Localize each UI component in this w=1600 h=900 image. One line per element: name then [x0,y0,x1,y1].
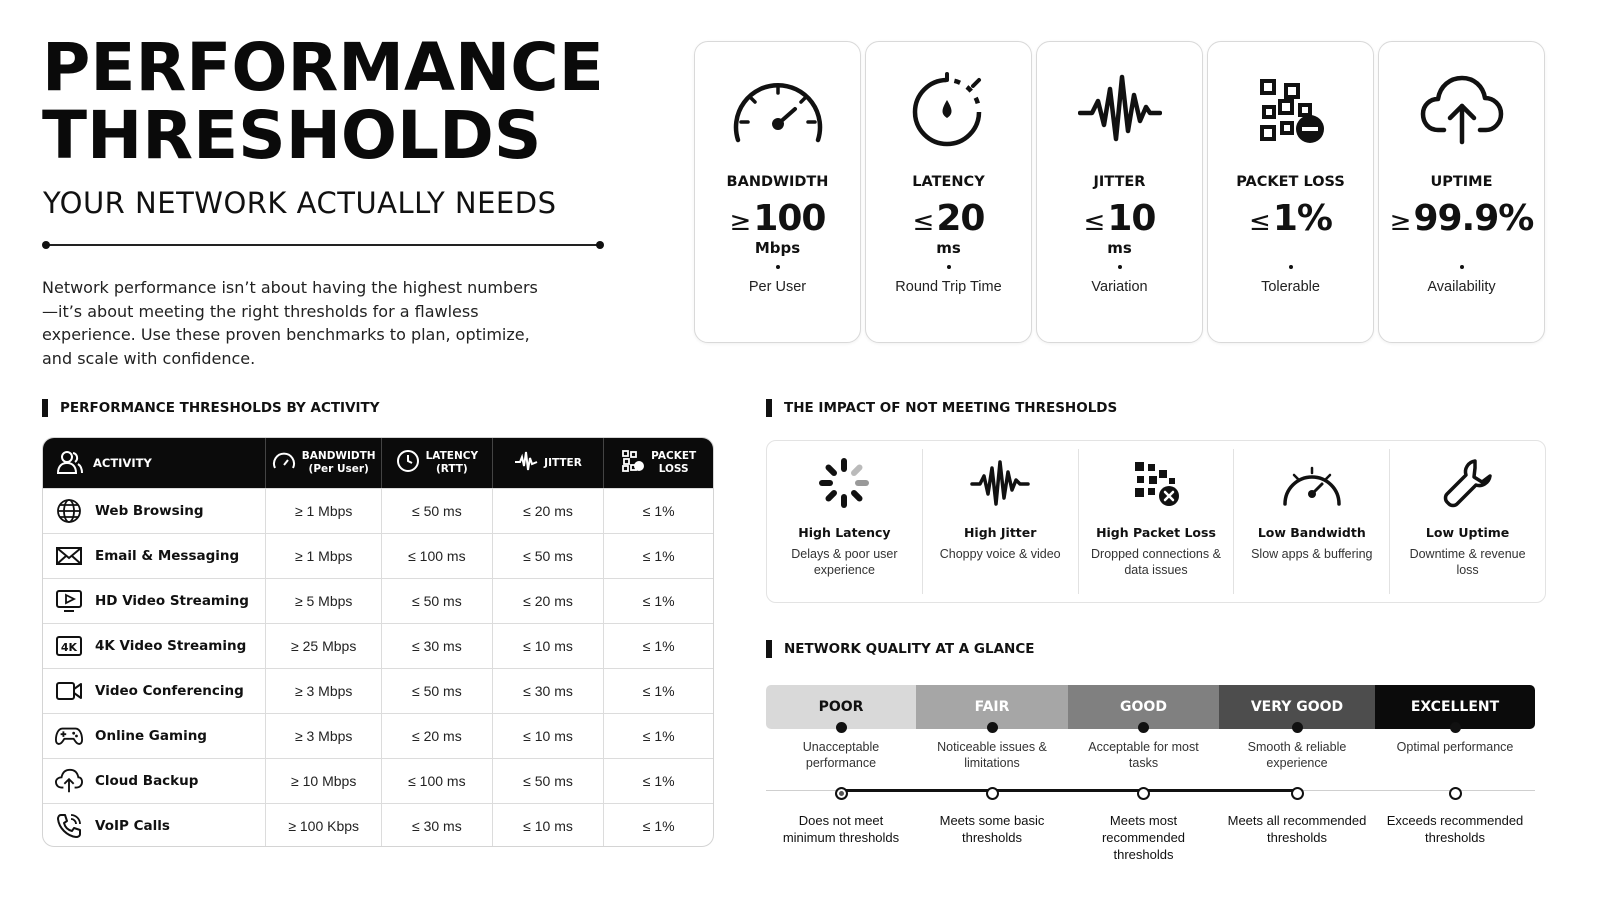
quality-segment-poor: POOR [766,685,916,729]
latency-cell: ≤ 50 ms [382,579,493,623]
metric-dot [1460,265,1464,269]
impact-desc: Choppy voice & video [939,547,1061,561]
latency-cell: ≤ 100 ms [382,759,493,803]
metric-number: 100 [753,198,826,239]
user-group-icon [57,450,83,477]
metric-desc: Tolerable [1261,279,1320,295]
impact-title: Low Bandwidth [1257,525,1366,540]
impact-item-high-packet-loss [1079,449,1235,594]
waveform-icon [514,450,538,476]
column-label [426,450,478,476]
bandwidth-cell: ≥ 5 Mbps [266,579,382,623]
metric-value [1084,198,1156,239]
column-label-line-2: (Per User) [308,463,369,475]
column-header-latency [382,438,493,488]
activity-cell [43,579,266,623]
section-title: THE IMPACT OF NOT MEETING THRESHOLDS [784,400,1118,416]
metric-operator: ≥ [1389,207,1412,237]
quality-level-excellent [1375,722,1535,863]
4k-icon [55,632,83,660]
impact-title: Low Uptime [1425,525,1510,540]
loading-spinner-icon [818,455,870,511]
activity-name: Video Conferencing [95,683,244,699]
level-desc: Smooth & reliable experience [1247,740,1347,770]
activity-cell [43,624,266,668]
heading-bar [766,399,772,417]
jitter-cell: ≤ 10 ms [493,804,605,847]
quality-level-good [1068,722,1219,863]
jitter-cell: ≤ 30 ms [493,669,605,713]
table-row [43,803,713,847]
table-header [43,438,713,488]
speedometer-icon [723,70,833,150]
cloud-upload-icon [55,767,83,795]
activity-table [42,437,714,847]
packet-loss-icon [1236,70,1346,150]
section-heading-quality [766,640,1034,658]
level-node [1291,787,1304,800]
metric-name: BANDWIDTH [726,174,829,190]
metric-unit: Mbps [754,239,801,257]
metric-value [1249,198,1332,239]
level-threshold-note: Does not meet minimum thresholds [782,813,900,845]
page-title [42,29,604,174]
section-title: NETWORK QUALITY AT A GLANCE [784,641,1035,657]
latency-cell: ≤ 30 ms [382,624,493,668]
quality-segment-fair: FAIR [916,685,1068,729]
quality-segment-very-good: VERY GOOD [1219,685,1375,729]
metric-operator: ≤ [1249,207,1271,237]
packet-loss-cell: ≤ 1% [642,728,675,744]
impact-desc: Delays & poor user experience [791,547,898,577]
metric-card-bandwidth [694,41,861,343]
level-threshold-note: Exceeds recommended thresholds [1386,813,1524,845]
metric-number: 1% [1272,198,1332,239]
wrench-icon [1442,455,1494,511]
metric-name: JITTER [1093,174,1146,190]
bandwidth-cell: ≥ 1 Mbps [266,489,382,533]
column-header-jitter [493,438,605,488]
timer-icon [894,70,1004,150]
metric-desc: Availability [1427,279,1496,295]
column-label: ACTIVITY [93,455,152,470]
metric-name: UPTIME [1430,174,1493,190]
metric-dot [776,265,780,269]
svg-text:4K: 4K [60,641,78,654]
activity-name: Online Gaming [95,728,207,744]
level-marker [1450,722,1461,733]
activity-name: HD Video Streaming [95,593,249,609]
metric-unit: ms [1107,239,1132,257]
metric-name: LATENCY [912,174,985,190]
column-label [651,450,696,476]
activity-cell [43,714,266,758]
metric-value [730,198,826,239]
title-divider [46,244,600,246]
activity-cell [43,534,266,578]
metric-name: PACKET LOSS [1236,174,1345,190]
quality-segment-excellent: EXCELLENT [1375,685,1535,729]
envelope-icon [55,542,83,570]
metric-unit: ms [936,239,961,257]
packet-loss-cell: ≤ 1% [642,683,675,699]
level-desc: Unacceptable performance [802,740,880,770]
bandwidth-cell: ≥ 25 Mbps [266,624,382,668]
video-camera-icon [55,677,83,705]
quality-levels [766,722,1535,863]
packet-loss-cell: ≤ 1% [642,593,675,609]
latency-cell: ≤ 50 ms [382,489,493,533]
jitter-cell: ≤ 10 ms [493,714,605,758]
metric-number: 10 [1107,198,1156,239]
metric-operator: ≤ [912,207,935,237]
activity-name: 4K Video Streaming [95,638,247,654]
metric-dot [1118,265,1122,269]
latency-cell: ≤ 30 ms [382,804,493,847]
impact-item-high-latency [767,449,923,594]
metric-card-uptime [1378,41,1545,343]
table-row [43,668,713,713]
metric-dot [947,265,951,269]
jitter-cell: ≤ 50 ms [493,534,605,578]
quality-segment-good: GOOD [1068,685,1219,729]
section-title: PERFORMANCE THRESHOLDS BY ACTIVITY [60,400,380,416]
title-line-2: THRESHOLDS [42,97,542,174]
level-desc: Acceptable for most tasks [1088,740,1199,770]
speedometer-icon [272,451,296,475]
level-node [1449,787,1462,800]
table-row [43,533,713,578]
level-threshold-note: Meets most recommended thresholds [1101,813,1186,862]
packet-loss-cell: ≤ 1% [642,818,675,834]
table-row [43,758,713,803]
activity-name: VoIP Calls [95,818,170,834]
heading-bar [766,640,772,658]
jitter-cell: ≤ 50 ms [493,759,605,803]
jitter-cell: ≤ 20 ms [493,579,605,623]
impact-title: High Jitter [963,525,1037,540]
column-label-line-1: LATENCY [425,450,479,462]
column-header-bandwidth [266,438,382,488]
latency-cell: ≤ 50 ms [382,669,493,713]
quality-level-very-good [1219,722,1375,863]
packet-loss-cell: ≤ 1% [642,638,675,654]
level-threshold-note: Meets some basic thresholds [939,813,1045,845]
table-row [43,623,713,668]
column-label-line-1: PACKET [651,450,697,462]
level-marker [1138,722,1149,733]
level-threshold-note: Meets all recommended thresholds [1227,813,1367,845]
level-node [835,787,848,800]
latency-cell: ≤ 100 ms [382,534,493,578]
quality-level-fair [916,722,1068,863]
level-marker [1292,722,1303,733]
metric-cards [694,41,1545,343]
table-row [43,713,713,758]
activity-cell [43,759,266,803]
play-screen-icon [55,587,83,615]
packet-loss-cell: ≤ 1% [642,503,675,519]
page-subtitle: YOUR NETWORK ACTUALLY NEEDS [43,186,557,220]
impact-desc: Slow apps & buffering [1251,547,1373,561]
packet-loss-cell: ≤ 1% [642,548,675,564]
column-label: JITTER [544,456,582,469]
column-label-line-1: BANDWIDTH [301,450,376,462]
column-header-activity [43,438,266,488]
phone-call-icon [55,812,83,840]
metric-desc: Per User [748,279,807,295]
impact-desc: Dropped connections & data issues [1091,547,1221,577]
activity-cell [43,804,266,847]
activity-name: Email & Messaging [95,548,240,564]
impact-title: High Packet Loss [1096,525,1216,540]
impact-item-low-uptime [1390,449,1545,594]
metric-dot [1289,265,1293,269]
table-row [43,488,713,533]
level-desc: Optimal performance [1396,740,1514,754]
level-marker [987,722,998,733]
activity-name: Cloud Backup [95,773,199,789]
metric-card-packet-loss [1207,41,1374,343]
metric-desc: Variation [1091,279,1148,295]
impact-title: High Latency [798,525,891,540]
column-label-line-2: LOSS [658,463,689,475]
intro-paragraph: Network performance isn’t about having the highest numbers—it’s about meeting the right thresholds for a flawless experience. Use these proven benchmarks to plan, optimize, and scale with confidence. [42,278,538,368]
activity-cell [43,489,266,533]
speedometer-icon [1279,455,1345,511]
column-label [302,450,376,476]
clock-icon [396,449,420,477]
metric-desc: Round Trip Time [895,279,1002,295]
bandwidth-cell: ≥ 10 Mbps [266,759,382,803]
jitter-cell: ≤ 20 ms [493,489,605,533]
bandwidth-cell: ≥ 3 Mbps [266,669,382,713]
latency-cell: ≤ 20 ms [382,714,493,758]
gamepad-icon [55,722,83,750]
metric-card-jitter [1036,41,1203,343]
heading-bar [42,399,48,417]
bandwidth-cell: ≥ 100 Kbps [266,804,382,847]
packet-loss-icon [1131,455,1181,511]
waveform-icon [1065,70,1175,150]
metric-card-latency [865,41,1032,343]
globe-icon [55,497,83,525]
level-node [986,787,999,800]
activity-name: Web Browsing [95,503,204,519]
section-heading-activity [42,399,380,417]
impact-desc: Downtime & revenue loss [1409,547,1526,577]
quality-level-poor [766,722,916,863]
level-marker [836,722,847,733]
packet-loss-cell: ≤ 1% [642,773,675,789]
column-header-packet-loss [604,438,713,488]
cloud-upload-icon [1407,70,1517,150]
level-node [1137,787,1150,800]
table-row [43,578,713,623]
metric-value [1390,198,1534,239]
metric-operator: ≥ [729,207,752,237]
metric-operator: ≤ [1083,207,1106,237]
metric-value [913,198,985,239]
waveform-icon [970,455,1030,511]
bandwidth-cell: ≥ 3 Mbps [266,714,382,758]
section-heading-impact [766,399,1117,417]
column-label-line-2: (RTT) [435,463,468,475]
impact-panel [766,440,1546,603]
packet-loss-icon [621,449,645,477]
impact-item-high-jitter [923,449,1079,594]
metric-number: 20 [936,198,985,239]
title-line-1: PERFORMANCE [42,29,604,106]
jitter-cell: ≤ 10 ms [493,624,605,668]
level-desc: Noticeable issues & limitations [937,740,1047,770]
bandwidth-cell: ≥ 1 Mbps [266,534,382,578]
impact-item-low-bandwidth [1234,449,1390,594]
metric-number: 99.9% [1413,198,1534,239]
activity-cell [43,669,266,713]
